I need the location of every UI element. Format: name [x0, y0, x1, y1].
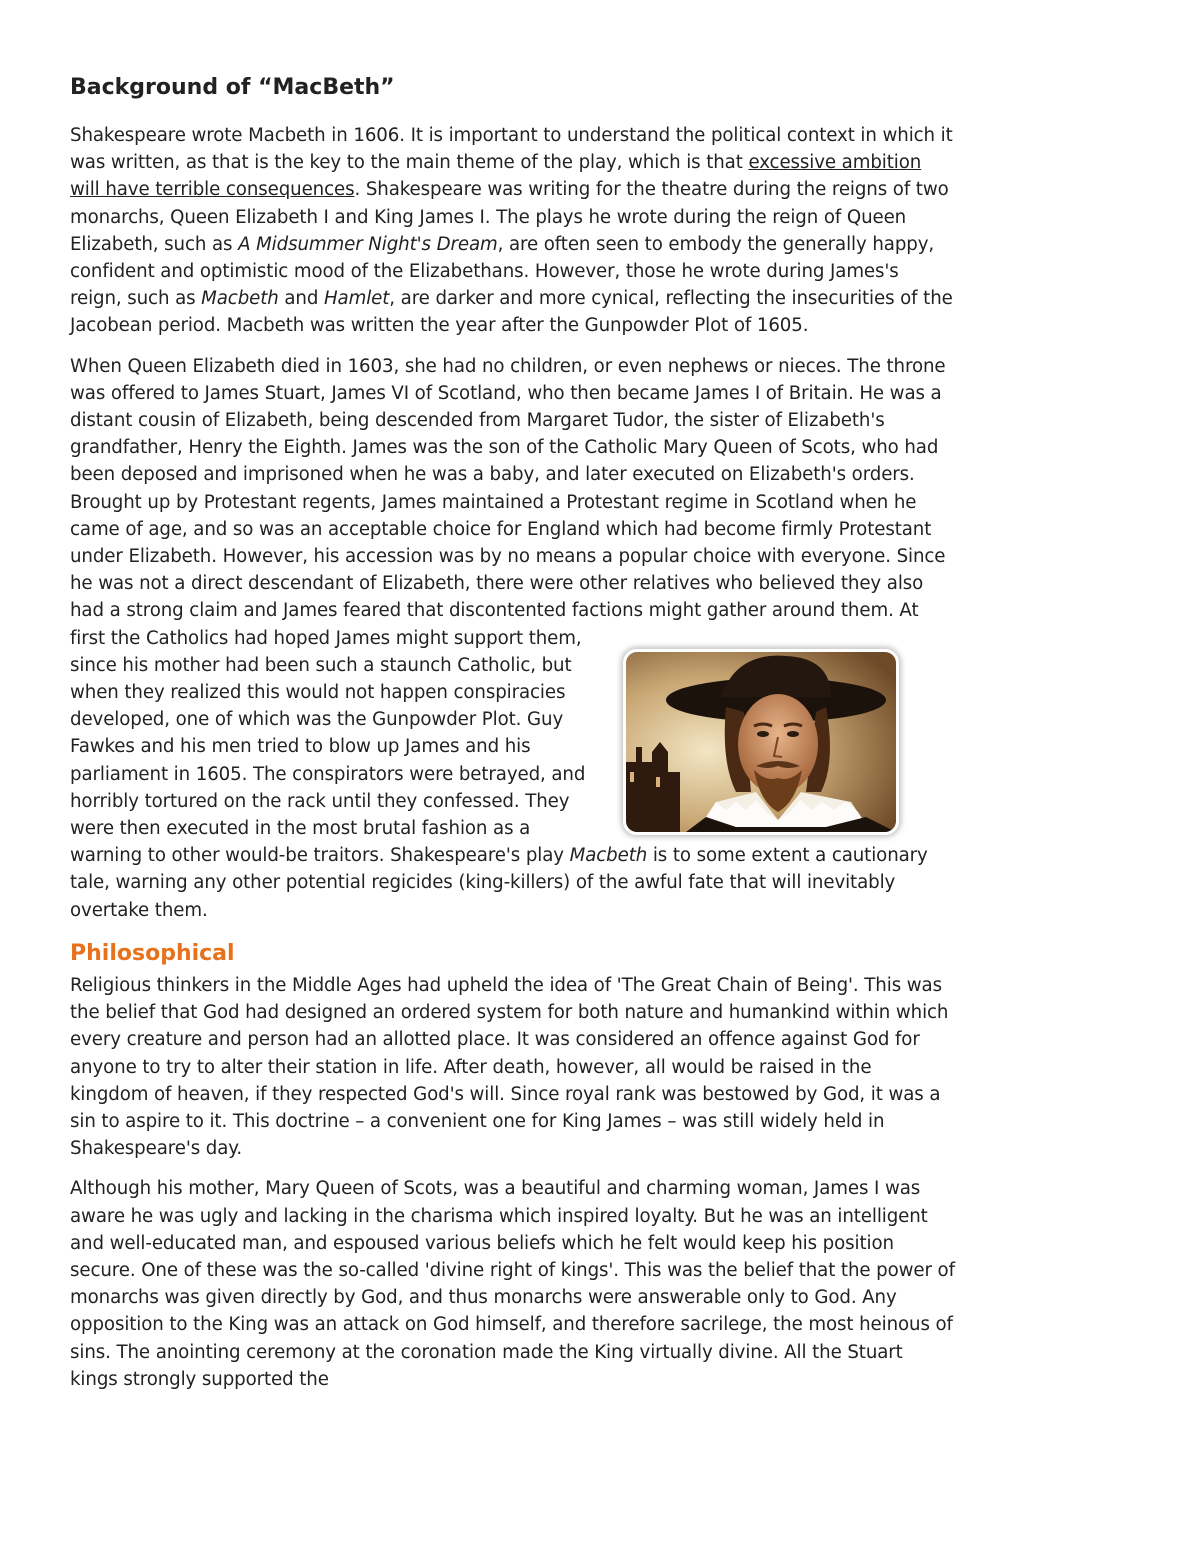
intro-text-4: and	[278, 288, 324, 310]
guy-fawkes-portrait	[623, 649, 899, 835]
document-page	[70, 68, 955, 1406]
intro-paragraph	[70, 122, 955, 340]
page-title: Background of “MacBeth”	[70, 75, 395, 100]
history-text-1: When Queen Elizabeth died in 1603, she had no children, or even nephews or nieces. The throne was offered to James Stuart, James VI of Scotland, who then became James I of Britain. He was a distant cousin of Elizabeth, being descended from Margaret Tudor, the sister of Elizabeth's grandfather, Henry the Eighth. James was the son of the Catholic Mary Queen of Scots, who had been deposed and imprisoned when he was a baby, and later executed on Elizabeth's orders. Brought up by Protestant regents, James maintained a Protestant regime in Scotland when he came of age, and so was an acceptable choice for England which had become firmly Protestant under Elizabeth. However, his accession was by no means a popular choice with everyone. Since he was not a direct descendant of Elizabeth, there were other relatives who believed they also had a strong claim and James feared that discontented factions might gather around them. At first the Catholics had hoped James might support them, since his mother had been such a staunch Catholic, but when they realized this would not happen conspiracies developed, one of which was the Gunpowder Plot. Guy Fawkes and his men tried to blow up James and his parliament in 1605. The conspirators were betrayed, and horribly tortured on the rack until they confessed. They were then executed in the most brutal fashion as a warning to other would-be traitors. Shakespeare's play	[70, 355, 946, 867]
history-paragraph	[70, 353, 955, 924]
intro-text-1: Shakespeare wrote Macbeth in 1606. It is important to understand the political context in which it was written, as that is the key to the main theme of the play, which is that	[70, 125, 953, 174]
history-text-2: is to some extent a cautionary tale, warning any other potential regicides (king-killers) of the awful fate that will inevitably overtake them.	[70, 845, 928, 921]
play-title-macbeth-2: Macbeth	[569, 845, 648, 867]
philosophical-paragraph-2: Although his mother, Mary Queen of Scots, was a beautiful and charming woman, James I was aware he was ugly and lacking in the charisma which inspired loyalty. But he was an intelligent and well-educated man, and espoused various beliefs which he felt would keep his position secure. One of these was the so-called 'divine right of kings'. This was the belief that the power of monarchs was given directly by God, and thus monarchs were answerable only to God. Any opposition to the King was an attack on God himself, and therefore sacrilege, the most heinous of sins. The anointing ceremony at the coronation made the King virtually divine. All the Stuart kings strongly supported the	[70, 1178, 955, 1390]
intro-text-3: , are often seen to embody the generally happy, confident and optimistic mood of the Elizabethans. However, those he wrote during James's reign, such as	[70, 233, 935, 310]
philosophical-paragraph-1: Religious thinkers in the Middle Ages had upheld the idea of 'The Great Chain of Being'. This was the belief that God had designed an ordered system for both nature and humankind within which every creature and person had an allotted place. It was considered an offence against God for anyone to try to alter their station in life. After death, however, all would be raised in the kingdom of heaven, if they respected God's will. Since royal rank was bestowed by God, it was a sin to aspire to it. This doctrine – a convenient one for King James – was still widely held in Shakespeare's day.	[70, 974, 949, 1160]
intro-text-2: . Shakespeare was writing for the theatre during the reigns of two monarchs, Queen Elizabeth I and King James I. The plays he wrote during the reign of Queen Elizabeth, such as	[70, 179, 949, 255]
intro-text-5: , are darker and more cynical, reflecting the insecurities of the Jacobean period. Macbeth was written the year after the Gunpowder Plot of 1605.	[70, 288, 953, 337]
section-heading-philosophical: Philosophical	[70, 940, 235, 966]
play-title-hamlet: Hamlet	[323, 288, 390, 310]
play-title-midsummer: A Midsummer Night's Dream	[238, 233, 498, 255]
theme-underlined: excessive ambition will have terrible consequences	[70, 152, 922, 201]
play-title-macbeth: Macbeth	[201, 288, 279, 310]
